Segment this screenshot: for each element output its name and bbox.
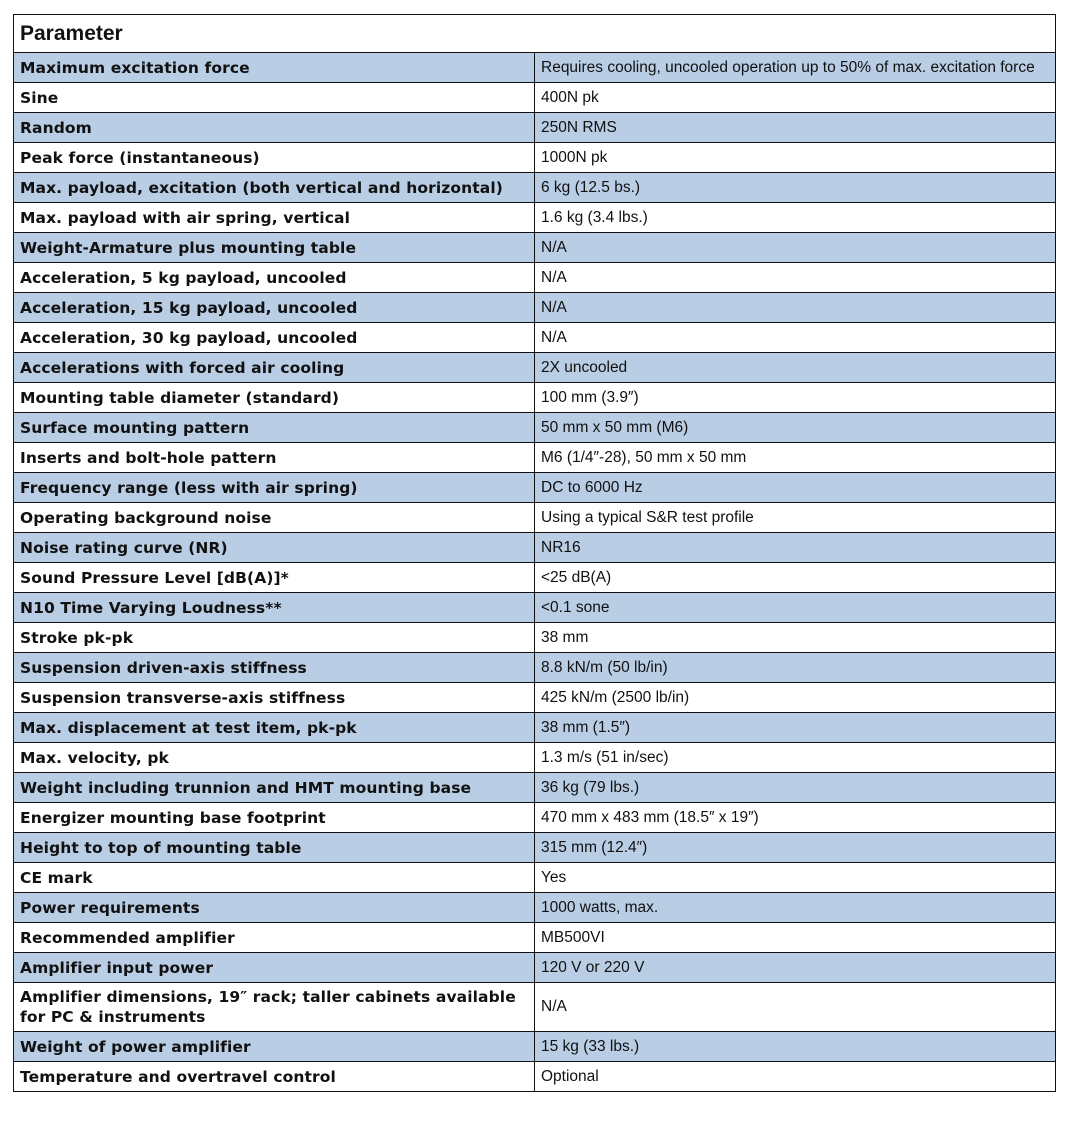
- parameter-name-cell: Noise rating curve (NR): [14, 533, 535, 563]
- parameter-name-cell: Stroke pk-pk: [14, 623, 535, 653]
- table-row: [14, 353, 1056, 383]
- parameter-value-cell: 100 mm (3.9″): [535, 383, 1056, 413]
- table-row: [14, 563, 1056, 593]
- table-row: [14, 863, 1056, 893]
- table-header-row: [14, 15, 1056, 53]
- parameter-value-cell: N/A: [535, 983, 1056, 1032]
- parameter-name-cell: Operating background noise: [14, 503, 535, 533]
- parameter-name-cell: Acceleration, 15 kg payload, uncooled: [14, 293, 535, 323]
- parameter-name-cell: Height to top of mounting table: [14, 833, 535, 863]
- table-row: [14, 533, 1056, 563]
- table-row: [14, 623, 1056, 653]
- parameter-name-cell: N10 Time Varying Loudness**: [14, 593, 535, 623]
- parameter-name-cell: Power requirements: [14, 893, 535, 923]
- parameter-value-cell: NR16: [535, 533, 1056, 563]
- parameter-name-cell: Maximum excitation force: [14, 53, 535, 83]
- parameter-name-cell: Energizer mounting base footprint: [14, 803, 535, 833]
- parameter-name-cell: Sound Pressure Level [dB(A)]*: [14, 563, 535, 593]
- parameter-value-cell: <0.1 sone: [535, 593, 1056, 623]
- table-row: [14, 383, 1056, 413]
- parameter-value-cell: Yes: [535, 863, 1056, 893]
- parameter-name-cell: Max. payload with air spring, vertical: [14, 203, 535, 233]
- parameter-name-cell: Frequency range (less with air spring): [14, 473, 535, 503]
- table-row: [14, 743, 1056, 773]
- parameter-value-cell: Using a typical S&R test profile: [535, 503, 1056, 533]
- parameter-value-cell: 1.3 m/s (51 in/sec): [535, 743, 1056, 773]
- parameter-value-cell: Requires cooling, uncooled operation up to 50% of max. excitation force: [535, 53, 1056, 83]
- parameter-value-cell: 36 kg (79 lbs.): [535, 773, 1056, 803]
- table-row: [14, 53, 1056, 83]
- parameter-name-cell: Recommended amplifier: [14, 923, 535, 953]
- parameter-value-cell: N/A: [535, 233, 1056, 263]
- parameter-name-cell: Inserts and bolt-hole pattern: [14, 443, 535, 473]
- table-row: [14, 953, 1056, 983]
- parameter-value-cell: 120 V or 220 V: [535, 953, 1056, 983]
- table-row: [14, 443, 1056, 473]
- parameter-name-cell: Weight of power amplifier: [14, 1032, 535, 1062]
- table-row: [14, 1032, 1056, 1062]
- parameter-value-cell: 400N pk: [535, 83, 1056, 113]
- parameter-value-cell: Optional: [535, 1062, 1056, 1092]
- table-row: [14, 713, 1056, 743]
- table-header-title: Parameter: [14, 15, 1056, 53]
- parameter-value-cell: 2X uncooled: [535, 353, 1056, 383]
- table-row: [14, 833, 1056, 863]
- table-row: [14, 263, 1056, 293]
- parameter-value-cell: 38 mm: [535, 623, 1056, 653]
- parameter-name-cell: Accelerations with forced air cooling: [14, 353, 535, 383]
- parameter-value-cell: N/A: [535, 293, 1056, 323]
- parameter-value-cell: 50 mm x 50 mm (M6): [535, 413, 1056, 443]
- parameter-value-cell: <25 dB(A): [535, 563, 1056, 593]
- parameter-name-cell: Suspension transverse-axis stiffness: [14, 683, 535, 713]
- table-row: [14, 83, 1056, 113]
- parameter-value-cell: 1000 watts, max.: [535, 893, 1056, 923]
- parameter-name-cell: Max. displacement at test item, pk-pk: [14, 713, 535, 743]
- table-row: [14, 143, 1056, 173]
- parameter-name-cell: CE mark: [14, 863, 535, 893]
- parameter-value-cell: 1.6 kg (3.4 lbs.): [535, 203, 1056, 233]
- parameter-name-cell: Surface mounting pattern: [14, 413, 535, 443]
- parameter-value-cell: 470 mm x 483 mm (18.5″ x 19″): [535, 803, 1056, 833]
- parameter-name-cell: Suspension driven-axis stiffness: [14, 653, 535, 683]
- parameter-table-body: [14, 15, 1056, 1092]
- parameter-name-cell: Acceleration, 5 kg payload, uncooled: [14, 263, 535, 293]
- parameter-name-cell: Sine: [14, 83, 535, 113]
- table-row: [14, 293, 1056, 323]
- parameter-value-cell: 1000N pk: [535, 143, 1056, 173]
- parameter-name-cell: Temperature and overtravel control: [14, 1062, 535, 1092]
- parameter-value-cell: MB500VI: [535, 923, 1056, 953]
- table-row: [14, 983, 1056, 1032]
- table-row: [14, 683, 1056, 713]
- parameter-name-cell: Random: [14, 113, 535, 143]
- parameter-name-cell: Weight-Armature plus mounting table: [14, 233, 535, 263]
- table-row: [14, 773, 1056, 803]
- parameter-name-cell: Weight including trunnion and HMT mounting base: [14, 773, 535, 803]
- parameter-name-cell: Peak force (instantaneous): [14, 143, 535, 173]
- parameter-name-cell: Amplifier dimensions, 19″ rack; taller cabinets available for PC & instruments: [14, 983, 535, 1032]
- table-row: [14, 113, 1056, 143]
- table-row: [14, 653, 1056, 683]
- parameter-value-cell: 6 kg (12.5 bs.): [535, 173, 1056, 203]
- table-row: [14, 473, 1056, 503]
- parameter-name-cell: Acceleration, 30 kg payload, uncooled: [14, 323, 535, 353]
- table-row: [14, 1062, 1056, 1092]
- parameter-value-cell: 38 mm (1.5″): [535, 713, 1056, 743]
- parameter-value-cell: 250N RMS: [535, 113, 1056, 143]
- parameter-name-cell: Max. velocity, pk: [14, 743, 535, 773]
- parameter-name-cell: Max. payload, excitation (both vertical and horizontal): [14, 173, 535, 203]
- parameter-value-cell: DC to 6000 Hz: [535, 473, 1056, 503]
- table-row: [14, 593, 1056, 623]
- parameter-value-cell: 8.8 kN/m (50 lb/in): [535, 653, 1056, 683]
- table-row: [14, 503, 1056, 533]
- parameter-value-cell: M6 (1/4″-28), 50 mm x 50 mm: [535, 443, 1056, 473]
- parameter-table: [13, 14, 1056, 1092]
- parameter-value-cell: 425 kN/m (2500 lb/in): [535, 683, 1056, 713]
- table-row: [14, 203, 1056, 233]
- parameter-value-cell: N/A: [535, 263, 1056, 293]
- parameter-value-cell: N/A: [535, 323, 1056, 353]
- table-row: [14, 413, 1056, 443]
- parameter-value-cell: 315 mm (12.4″): [535, 833, 1056, 863]
- table-row: [14, 323, 1056, 353]
- parameter-name-cell: Mounting table diameter (standard): [14, 383, 535, 413]
- table-row: [14, 173, 1056, 203]
- table-row: [14, 803, 1056, 833]
- table-row: [14, 233, 1056, 263]
- parameter-name-cell: Amplifier input power: [14, 953, 535, 983]
- table-row: [14, 893, 1056, 923]
- table-row: [14, 923, 1056, 953]
- parameter-value-cell: 15 kg (33 lbs.): [535, 1032, 1056, 1062]
